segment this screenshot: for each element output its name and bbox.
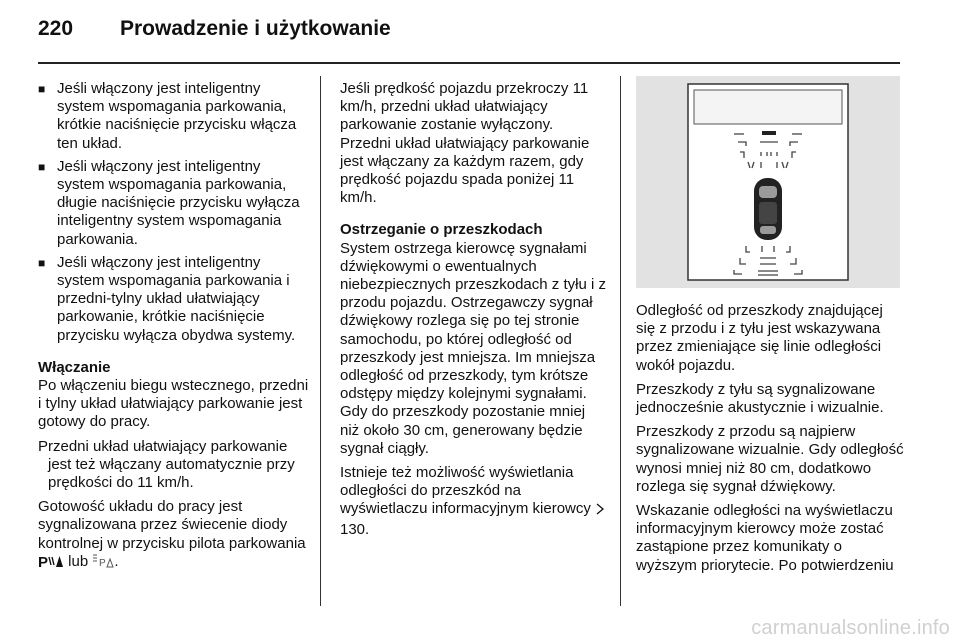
column-middle [340,80,608,545]
paragraph-display-text: Istnieje też możliwość wyświetlania odległości do przeszkód na wyświetlaczu informacyjnym kierowcy [340,464,591,518]
column-divider-right [620,76,621,606]
paragraph-lines: Odległość od przeszkody znajdującej się z przodu i z tyłu jest wskazywana przez zmieniające się linie odległości wokół pojazdu. [636,302,883,374]
bullet-list [38,80,310,345]
paragraph-auto: Przedni układ ułatwiający parkowanie jest też włączany automatycznie przy prędkości do 11 km/h. [38,437,295,492]
park-pilot-button-icon [38,554,64,573]
paragraph-replace: Wskazanie odległości na wyświetlaczu informacyjnym kierowcy może zostać zastąpione przez komunikaty o wyższym priorytecie. Po potwierdzeniu [636,502,894,574]
paragraph-warning: System ostrzega kierowcę sygnałami dźwiękowymi o ewentualnych niebezpiecznych przeszkodach z tyłu i z przodu pojazdu. Ostrzegawczy sygnał dźwiękowy rozlega się po tej stronie samochodu, po której odległość od przeszkody jest mniejsza. Im mniejsza odległość od przeszkody, tym krótsze odstępy między kolejnymi sygnałami. Gdy do przeszkody pozostanie mniej niż około 30 cm, generowany będzie sygnał ciągły. [340,239,606,457]
svg-text:P: P [99,557,107,568]
section-heading-enable: Włączanie [38,358,111,376]
paragraph-ready-or: lub [68,552,89,570]
paragraph-ready-suffix: . [114,552,119,570]
paragraph-speed: Jeśli prędkość pojazdu przekroczy 11 km/h, przedni układ ułatwiający parkowanie zostanie wyłączony. Przedni układ ułatwiający parkowanie jest włączany za każdym razem, gdy prędkość pojazdu spada poniżej 11 km/h. [340,80,590,207]
list-item [38,158,310,249]
paragraph-enable: Po włączeniu biegu wstecznego, przedni i tylny układ ułatwiający parkowanie jest gotowy do pracy. [38,377,309,431]
header-divider [38,62,900,64]
section-heading-warning: Ostrzeganie o przeszkodach [340,221,543,239]
paragraph-rear: Przeszkody z tyłu są sygnalizowane jednocześnie akustycznie i wizualnie. [636,380,884,417]
square-bullet-icon: ■ [38,255,46,270]
svg-text:P: P [38,553,49,568]
list-item [38,254,310,345]
column-divider-left [320,76,321,606]
square-bullet-icon: ■ [38,82,46,96]
page-number: 220 [38,17,74,40]
parking-distance-display-illustration [636,76,900,288]
park-assist-indicator-icon [92,554,114,573]
paragraph-front: Przeszkody z przodu są najpierw sygnalizowane wizualnie. Gdy odległość wynosi mniej niż 80 cm, dodatkowo rozlega się sygnał dźwiękowy. [636,423,904,495]
paragraph-ready [38,498,310,573]
list-item-text: Jeśli włączony jest inteligentny system wspomagania parkowania, krótkie naciśnięcie przycisku włącza ten układ. [57,80,297,152]
list-item [38,80,310,153]
column-left [38,80,310,579]
page-reference[interactable]: 130. [340,520,370,538]
page-reference-arrow-icon [595,502,605,520]
column-right [636,302,904,581]
paragraph-ready-text: Gotowość układu do pracy jest sygnalizowana przez świecenie diody kontrolnej w przycisku pilota parkowania [38,498,306,552]
list-item-text: Jeśli włączony jest inteligentny system wspomagania parkowania i przedni-tylny układ ułatwiający parkowanie, krótkie naciśnięcie przycisku wyłącza obydwa systemy. [57,253,296,344]
paragraph-display [340,464,608,539]
page-title: Prowadzenie i użytkowanie [120,17,391,40]
watermark-brand: carmanualsonline.info [751,617,950,639]
square-bullet-icon: ■ [38,159,46,174]
list-item-text: Jeśli włączony jest inteligentny system wspomagania parkowania, długie naciśnięcie przycisku wyłącza inteligentny system wspomagania parkowania. [57,157,300,248]
